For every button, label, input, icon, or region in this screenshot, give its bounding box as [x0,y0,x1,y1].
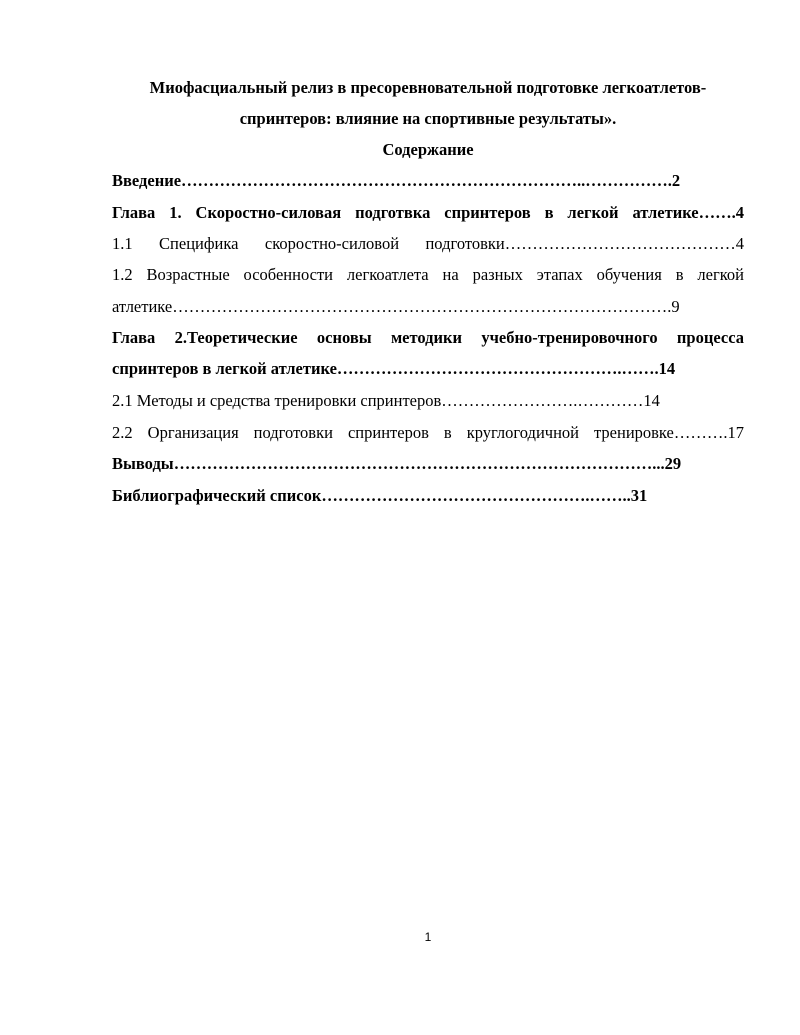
page-number: 1 [424,930,432,944]
document-title [112,72,744,134]
toc-entry-intro: Введение………………………………………………………………..…………….2 [112,171,681,190]
title-line-1: Миофасциальный релиз в пресоревновательной подготовке легкоатлетов- [149,78,707,97]
toc-entry-chapter-1: Глава 1. Скоростно-силовая подготвка спринтеров в легкой атлетике…….4 [112,203,744,222]
contents-heading: Содержание [382,140,474,159]
toc-entry-2-2: 2.2 Организация подготовки спринтеров в круглогодичной тренировке……….17 [112,423,744,442]
toc-entry-1-2-line-1: 1.2 Возрастные особенности легкоатлета на разных этапах обучения в легкой [112,265,744,284]
toc-entry-bibliography: Библиографический список………………………………………….……..31 [112,486,648,505]
toc-entry-1-1: 1.1 Специфика скоростно-силовой подготовки……………………………………4 [112,234,744,253]
toc-entry-1-2-line-2: атлетике……………………………………………………………………………….9 [112,297,680,316]
toc-entry-chapter-2-line-1: Глава 2.Теоретические основы методики учебно-тренировочного процесса [112,328,744,347]
document-page [112,0,744,1035]
toc-entry-2-1: 2.1 Методы и средства тренировки спринтеров…………………….…………14 [112,391,660,410]
toc-entry-conclusions: Выводы……………………………………………………………………………...29 [112,454,682,473]
toc-entry-chapter-2-line-2: спринтеров в легкой атлетике…………………………………………….…….14 [112,359,676,378]
title-line-2: спринтеров: влияние на спортивные результаты». [239,109,617,128]
